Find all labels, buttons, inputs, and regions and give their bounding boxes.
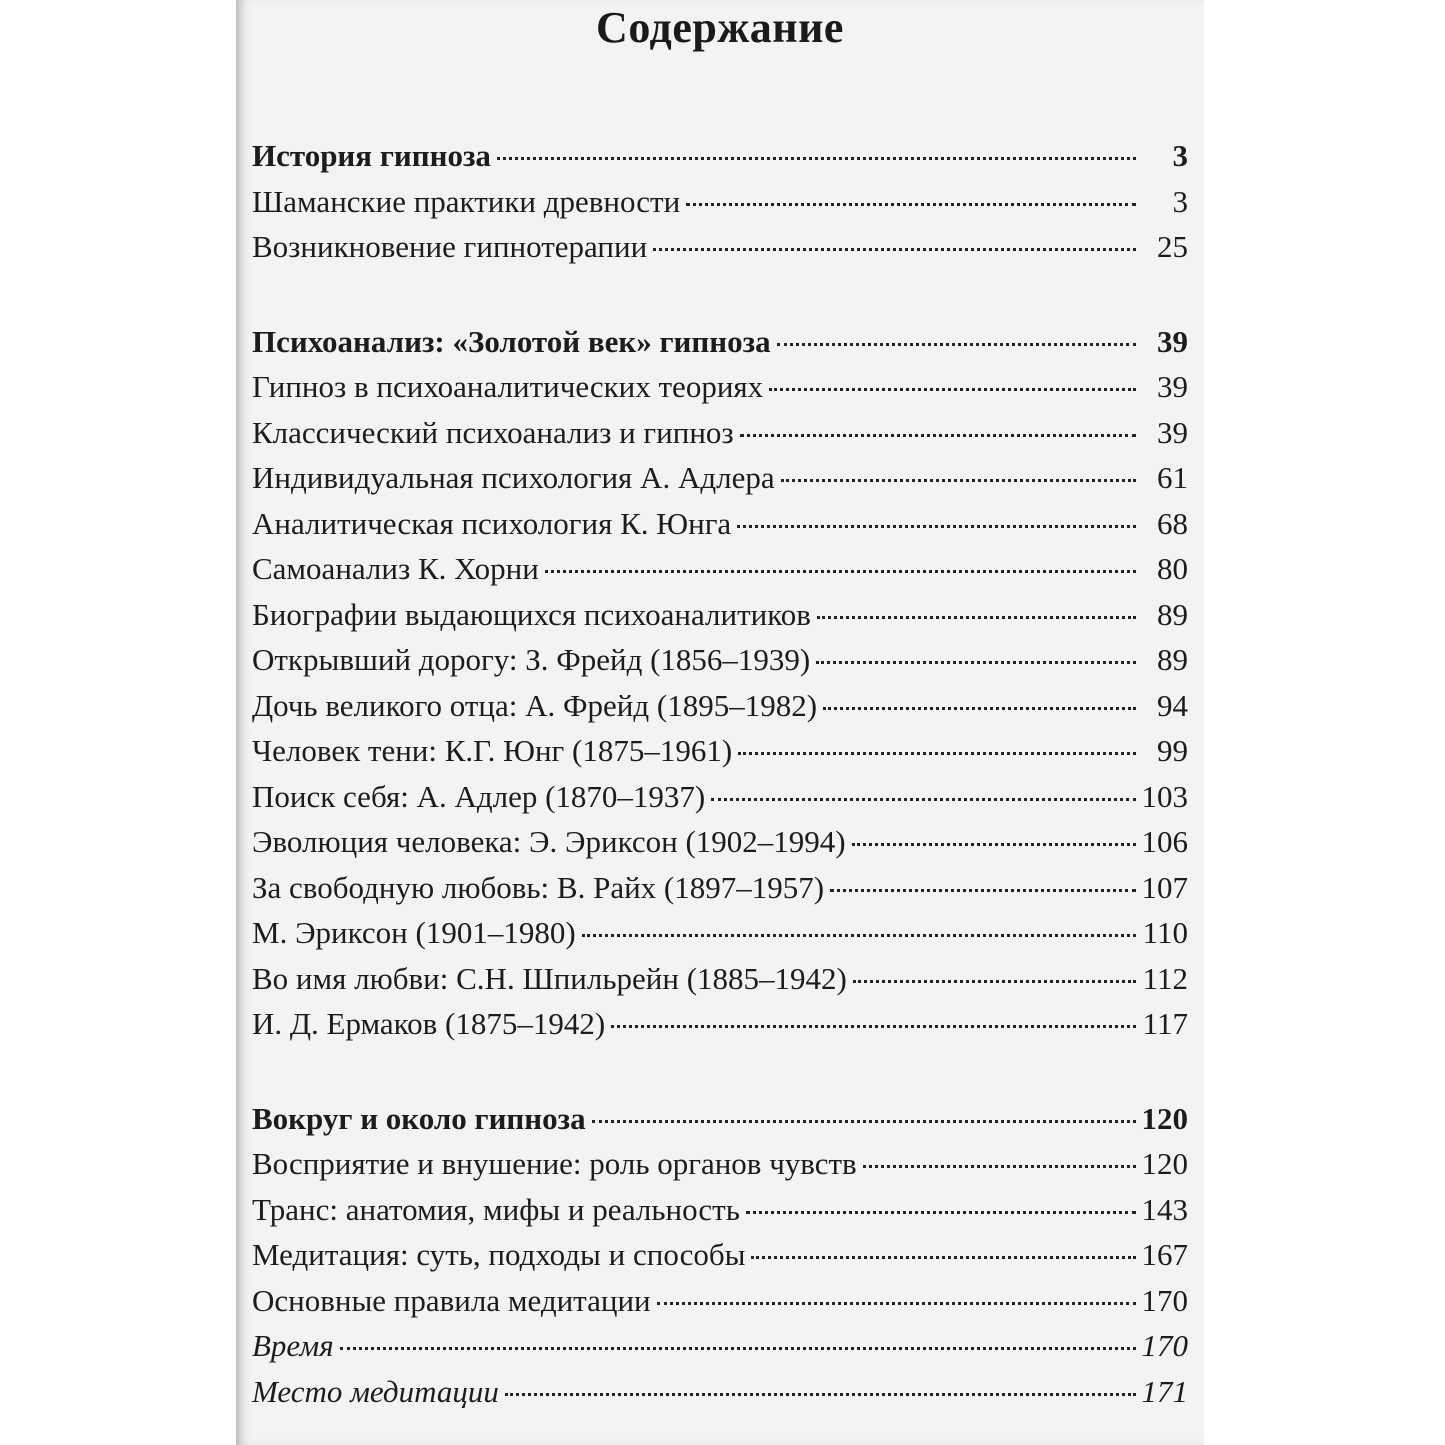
toc-page-number: 3	[1172, 183, 1188, 219]
toc-entry	[252, 1237, 1188, 1283]
toc-entry	[252, 460, 1188, 506]
toc-entry-label: Поиск себя: А. Адлер (1870–1937)	[252, 778, 706, 814]
toc-page-number: 80	[1157, 551, 1188, 586]
toc-entry-label: Индивидуальная психология А. Адлера	[252, 460, 775, 495]
toc-entry-label: Психоанализ: «Золотой век» гипноза	[252, 323, 771, 359]
dot-leader	[738, 752, 1136, 755]
dot-leader	[592, 1120, 1136, 1123]
toc-page-number: 110	[1142, 915, 1188, 950]
dot-leader	[711, 798, 1135, 801]
toc-entry	[252, 597, 1188, 643]
dot-leader	[863, 1165, 1136, 1168]
dot-leader	[340, 1347, 1136, 1350]
toc-entry-label: Возникновение гипнотерапии	[252, 229, 648, 264]
toc-entry-label: Восприятие и внушение: роль органов чувств	[252, 1146, 857, 1181]
toc-entry	[252, 506, 1188, 552]
toc-page-number: 112	[1142, 960, 1188, 996]
dot-leader	[737, 525, 1136, 528]
toc-page-number: 99	[1157, 733, 1188, 768]
toc-entry-label: Открывший дорогу: З. Фрейд (1856–1939)	[252, 642, 811, 677]
dot-leader	[830, 889, 1135, 892]
toc-entry	[252, 824, 1188, 870]
dot-leader	[852, 843, 1136, 846]
dot-leader	[769, 388, 1136, 391]
toc-entry-label: Во имя любви: С.Н. Шпильрейн (1885–1942)	[252, 960, 847, 996]
toc-entry-label: Время	[252, 1328, 334, 1363]
dot-leader	[611, 1025, 1136, 1028]
toc-page-number: 120	[1141, 1100, 1188, 1136]
toc-entry	[252, 184, 1188, 230]
toc-page-number: 94	[1157, 687, 1188, 723]
toc-page-number: 25	[1157, 229, 1188, 264]
toc-page-number: 167	[1141, 1237, 1188, 1272]
toc-entry	[252, 642, 1188, 688]
dot-leader	[545, 570, 1136, 573]
toc-entry-label: М. Эриксон (1901–1980)	[252, 915, 576, 950]
toc-section-heading	[252, 1101, 1188, 1147]
dot-leader	[582, 934, 1136, 937]
toc-entry-label: Аналитическая психология К. Юнга	[252, 505, 732, 541]
toc-page-number: 61	[1157, 460, 1188, 495]
toc-entry-label: Транс: анатомия, мифы и реальность	[252, 1191, 740, 1227]
dot-leader	[817, 616, 1136, 619]
toc-section-heading	[252, 324, 1188, 370]
toc-entry	[252, 369, 1188, 415]
toc-page-number: 106	[1141, 824, 1188, 859]
toc-entry	[252, 1328, 1188, 1374]
toc-page-number: 107	[1141, 869, 1188, 905]
toc-entry-label: Биографии выдающихся психоаналитиков	[252, 596, 811, 632]
dot-leader	[497, 157, 1136, 160]
toc-page-number: 68	[1157, 505, 1188, 541]
toc-entry-label: Место медитации	[252, 1373, 499, 1409]
toc-entry-label: Самоанализ К. Хорни	[252, 551, 539, 586]
toc-page-number: 39	[1157, 369, 1188, 404]
dot-leader	[746, 1211, 1136, 1214]
toc-page-number: 103	[1141, 778, 1188, 814]
toc-entry	[252, 1192, 1188, 1238]
dot-leader	[657, 1302, 1136, 1305]
toc-entry-label: И. Д. Ермаков (1875–1942)	[252, 1006, 606, 1041]
toc-page-number: 143	[1141, 1191, 1188, 1227]
toc-entry-label: Дочь великого отца: А. Фрейд (1895–1982)	[252, 687, 818, 723]
toc-entry	[252, 229, 1188, 275]
dot-leader	[823, 707, 1136, 710]
toc-section-heading	[252, 138, 1188, 184]
dot-leader	[505, 1393, 1136, 1396]
toc-entry	[252, 688, 1188, 734]
toc-page-number: 171	[1141, 1373, 1188, 1409]
toc-page-number: 170	[1141, 1328, 1188, 1363]
toc-entry	[252, 1146, 1188, 1192]
dot-leader	[740, 434, 1136, 437]
toc-entry-label: Гипноз в психоаналитических теориях	[252, 369, 764, 404]
toc-entry	[252, 733, 1188, 779]
dot-leader	[653, 248, 1136, 251]
toc-page-number: 117	[1142, 1006, 1188, 1041]
dot-leader	[777, 343, 1136, 346]
toc-entry-label: Медитация: суть, подходы и способы	[252, 1237, 746, 1272]
dot-leader	[781, 479, 1136, 482]
toc-entry-label: Человек тени: К.Г. Юнг (1875–1961)	[252, 733, 733, 768]
toc-page-number: 3	[1172, 138, 1188, 173]
toc-page-number: 39	[1157, 414, 1188, 450]
toc-page-number: 170	[1141, 1282, 1188, 1318]
toc-entry-label: Шаманские практики древности	[252, 183, 681, 219]
toc-entry-label: Основные правила медитации	[252, 1282, 651, 1318]
toc-entry	[252, 779, 1188, 825]
toc-entry	[252, 551, 1188, 597]
dot-leader	[816, 661, 1136, 664]
toc-entry	[252, 870, 1188, 916]
toc-entry	[252, 1283, 1188, 1329]
toc-entry-label: За свободную любовь: В. Райх (1897–1957)	[252, 869, 825, 905]
toc-page-number: 120	[1141, 1146, 1188, 1181]
toc-entry	[252, 415, 1188, 461]
dot-leader	[686, 203, 1136, 206]
toc-page-number: 89	[1157, 596, 1188, 632]
toc-page-number: 89	[1157, 642, 1188, 677]
table-of-contents	[252, 138, 1188, 1419]
toc-page-number: 39	[1157, 323, 1188, 359]
toc-entry-label: Эволюция человека: Э. Эриксон (1902–1994)	[252, 824, 846, 859]
toc-entry	[252, 1374, 1188, 1420]
toc-entry-label: Классический психоанализ и гипноз	[252, 414, 734, 450]
dot-leader	[751, 1256, 1135, 1259]
toc-entry	[252, 961, 1188, 1007]
toc-entry-label: Вокруг и около гипноза	[252, 1100, 586, 1136]
toc-entry-label: История гипноза	[252, 138, 491, 173]
toc-entry	[252, 915, 1188, 961]
toc-entry	[252, 1006, 1188, 1052]
dot-leader	[853, 980, 1136, 983]
page-title: Содержание	[596, 3, 844, 52]
